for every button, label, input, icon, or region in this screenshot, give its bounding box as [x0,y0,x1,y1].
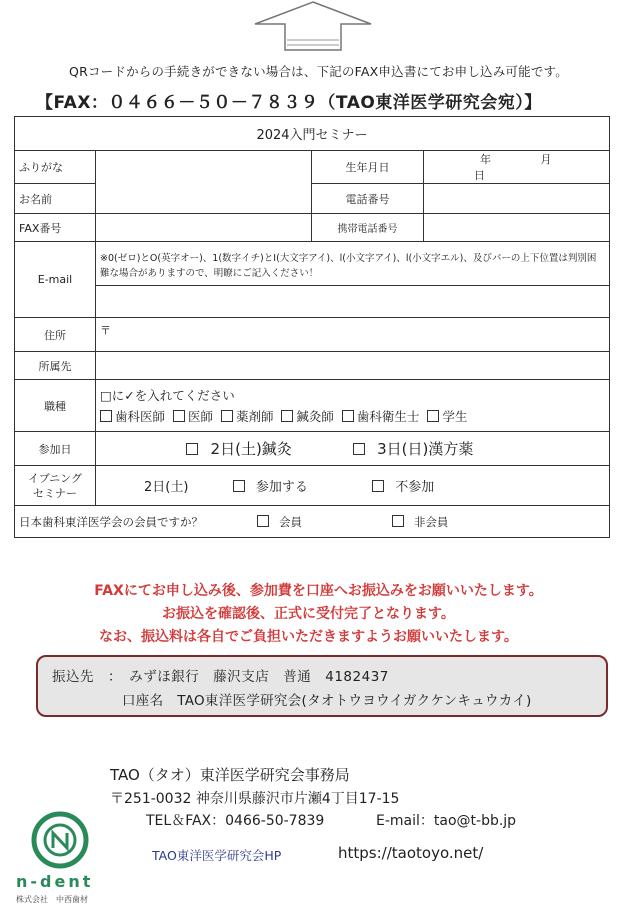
member-option[interactable]: 会員 [257,515,302,529]
checkbox-icon [100,410,112,422]
fax-field[interactable] [96,214,312,242]
email-field[interactable] [96,286,610,318]
occupation-options [100,406,605,427]
day1-option[interactable]: 2日(土)鍼灸 [186,440,292,458]
checkbox-icon [353,443,365,455]
evening-label: イブニング セミナー [15,466,96,506]
occupation-field [96,380,610,432]
up-arrow-icon [253,0,373,52]
occupation-option[interactable]: 歯科衛生士 [342,409,420,424]
checkbox-icon [173,410,185,422]
checkbox-icon [186,443,198,455]
occupation-option[interactable]: 学生 [427,409,467,424]
occupation-label: 職種 [15,380,96,432]
phone-label: 電話番号 [312,184,424,214]
email-label: E-mail [15,242,96,318]
name-field[interactable] [96,151,312,214]
day-label: 日 [474,169,485,182]
logo-text: n-dent [16,872,94,891]
form-title: 2024入門セミナー [15,117,610,151]
payment-note-3: なお、振込料は各自でご負担いただきますようお願いいたします。 [99,629,518,645]
not-attend-option[interactable]: 不参加 [372,480,434,495]
checkbox-icon [281,410,293,422]
checkbox-icon [233,480,245,492]
month-label: 月 [540,153,552,166]
checkbox-icon [372,480,384,492]
office-email[interactable]: E-mail：tao@t-bb.jp [376,813,517,829]
email-note: ※0(ゼロ)とO(英字オー)、1(数字イチ)とI(大文字アイ)、l(小文字アイ)、l(小文字エル)、及びバーの上下位置は判別困難な場合がありますので、明瞭にご記入ください！ [96,242,610,286]
payment-note-1: FAXにてお申し込み後、参加費を口座へお振込みをお願いいたします。 [94,583,543,599]
address-field[interactable] [96,318,610,352]
non-member-option[interactable]: 非会員 [392,515,449,529]
fax-label: FAX番号 [15,214,96,242]
fax-number-line: 【FAX：０４６６－５０－７８３９（TAO東洋医学研究会宛）】 [36,93,542,113]
attendance-label: 参加日 [15,432,96,466]
evening-date: 2日(土) [144,480,189,495]
office-name: TAO（タオ）東洋医学研究会事務局 [110,766,350,784]
name-label: お名前 [15,184,96,214]
membership-question: 日本歯科東洋医学会の会員ですか？ [19,514,203,529]
checkbox-icon [257,515,269,527]
occupation-option[interactable]: 医師 [173,409,213,424]
office-address: 〒251-0032 神奈川県藤沢市片瀬4丁目17-15 [110,791,400,807]
birthdate-field[interactable] [424,151,610,184]
occupation-option[interactable]: 薬剤師 [221,409,274,424]
year-label: 年 [480,153,491,166]
furigana-label: ふりがな [15,151,96,184]
n-dent-logo-icon [16,808,116,872]
checkbox-icon [342,410,354,422]
postal-mark: 〒 [100,324,111,337]
bank-info-box [36,655,608,717]
occupation-option[interactable]: 鍼灸師 [281,409,334,424]
intro-text: QRコードからの手続きができない場合は、下記のFAX申込書にてお申し込み可能です。 [69,64,568,79]
hp-label: TAO東洋医学研究会HP [152,848,282,863]
evening-field [96,466,610,506]
checkbox-icon [221,410,233,422]
occupation-option[interactable]: 歯科医師 [100,409,165,424]
address-label: 住所 [15,318,96,352]
phone-field[interactable] [424,184,610,214]
application-form [14,116,610,538]
membership-row [15,506,610,538]
day2-option[interactable]: 3日(日)漢方薬 [353,440,474,458]
office-tel-fax: TEL＆FAX：0466-50-7839 [146,813,325,829]
attendance-field [96,432,610,466]
attend-option[interactable]: 参加する [233,480,308,495]
occupation-instruction: □に✓を入れてください [100,387,235,403]
payment-note-2: お振込を確認後、正式に受付完了となります。 [162,606,455,622]
bank-holder-line: 口座名 TAO東洋医学研究会(タオトウヨウイガクケンキュウカイ) [122,693,532,709]
mobile-label: 携帯電話番号 [312,214,424,242]
affiliation-label: 所属先 [15,352,96,380]
logo-company: 株式会社 中西歯材 [16,895,88,904]
checkbox-icon [427,410,439,422]
bank-account-line: 振込先 ： みずほ銀行 藤沢支店 普通 4182437 [52,669,389,685]
birthdate-label: 生年月日 [312,151,424,184]
affiliation-field[interactable] [96,352,610,380]
checkbox-icon [392,515,404,527]
hp-url[interactable]: https://taotoyo.net/ [338,844,484,862]
mobile-field[interactable] [424,214,610,242]
